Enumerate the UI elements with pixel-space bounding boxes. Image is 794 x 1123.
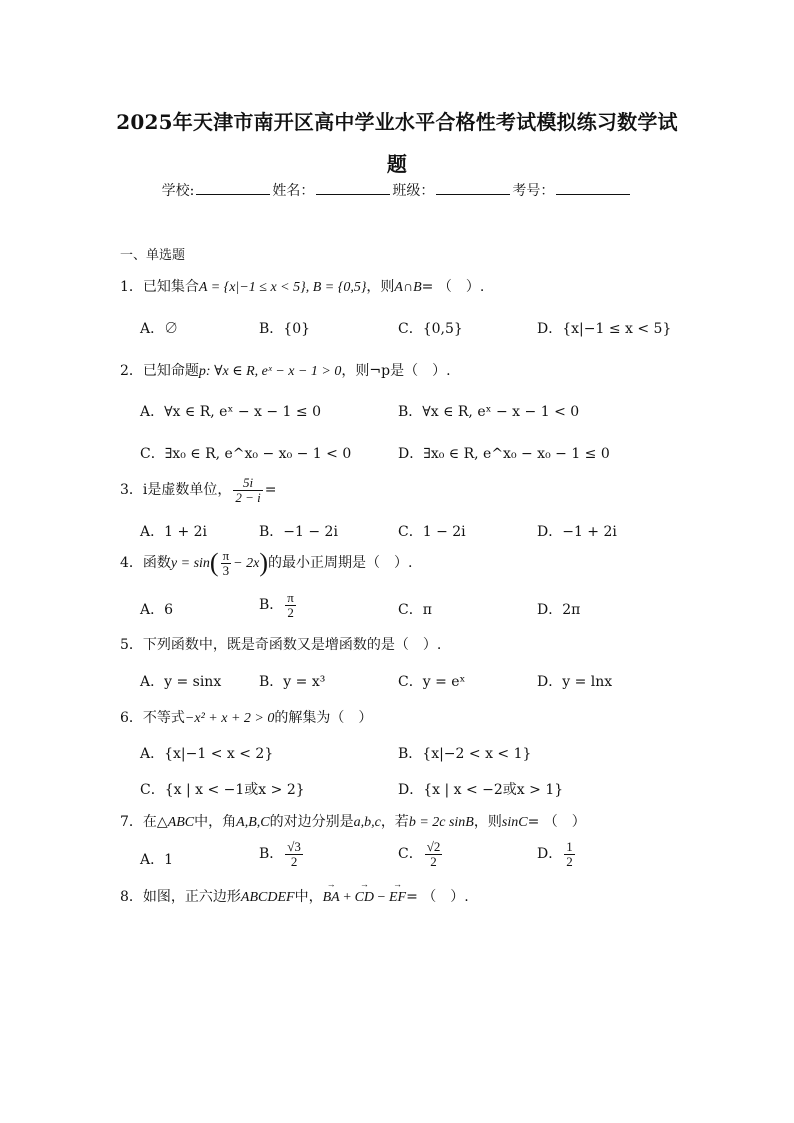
exam-title-line1: 2025年天津市南开区高中学业水平合格性考试模拟练习数学试 [116, 110, 678, 134]
exam-no-blank[interactable] [556, 182, 630, 195]
q8-text: 8．如图，正六边形 [120, 889, 241, 905]
q6-option-a[interactable]: A．{x|−1 < x < 2} [140, 746, 274, 762]
q4-option-b-denominator: 2 [287, 604, 294, 620]
q4-right-paren: ) [259, 548, 269, 578]
q7-option-a[interactable]: A．1 [140, 852, 174, 868]
q6-option-d[interactable]: D．{x | x < −2或x > 1} [398, 782, 564, 798]
q4-text: 的最小正周期是（ ）. [268, 555, 413, 572]
q7-math-triangle: △ABC [156, 815, 195, 830]
exam-no-label: 考号： [512, 183, 555, 199]
q3-number: 3． [120, 482, 143, 499]
q7-option-d-label: D． [537, 846, 563, 863]
q5-option-c[interactable]: C．y = eˣ [398, 674, 466, 690]
q7-option-b-denominator: 2 [290, 853, 298, 869]
question-5: 5．下列函数中，既是奇函数又是增函数的是（ ）. [120, 637, 442, 653]
section-heading: 一、单选题 [120, 248, 186, 263]
q1-option-a[interactable]: A．∅ [140, 321, 179, 337]
q8-vector-ba: → BA [323, 890, 340, 906]
q8-math-hexagon: ABCDEF [240, 890, 295, 905]
exam-title-line2: 题 [386, 152, 408, 176]
q4-option-b-label: B． [259, 597, 284, 614]
q7-option-c[interactable] [398, 840, 444, 868]
q7-option-b-numerator: √3 [287, 839, 301, 854]
q7-option-b-label: B． [259, 846, 284, 863]
class-blank[interactable] [436, 182, 510, 195]
q6-option-b[interactable]: B．{x|−2 < x < 1} [398, 746, 532, 762]
q1-option-c[interactable]: C．{0,5} [398, 321, 463, 337]
q3-option-c[interactable]: C．1 − 2i [398, 524, 466, 540]
school-blank[interactable] [196, 182, 270, 195]
question-6 [120, 707, 372, 727]
q3-option-d[interactable]: D．−1 + 2i [537, 524, 617, 540]
q2-option-d[interactable]: D．∃x₀ ∈ R, e^x₀ − x₀ − 1 ≤ 0 [398, 446, 610, 462]
q7-option-b-fraction [285, 840, 303, 868]
q2-option-c[interactable]: C．∃x₀ ∈ R, e^x₀ − x₀ − 1 < 0 [140, 446, 352, 462]
q4-fraction [221, 549, 232, 577]
q4-option-b-numerator: π [287, 590, 294, 605]
q7-math-condition: b = 2c sinB [408, 815, 474, 830]
q7-option-c-denominator: 2 [430, 853, 437, 869]
q1-text: ，则 [366, 279, 395, 295]
name-label: 姓名： [272, 183, 315, 199]
q7-option-c-label: C． [398, 846, 423, 863]
q6-text: 的解集为（ ） [274, 710, 373, 726]
q7-text: = （ ） [527, 814, 586, 830]
q4-option-b-fraction [285, 591, 296, 619]
q7-text: 的对边分别是 [269, 814, 354, 830]
school-label: 学校: [161, 183, 195, 199]
q7-text: 中，角 [194, 814, 237, 830]
q3-text: i是虚数单位， [142, 482, 232, 499]
q2-text: 2．已知命题 [120, 363, 199, 379]
q4-option-c[interactable]: C．π [398, 602, 432, 618]
question-7 [120, 811, 586, 831]
q1-text: = （ ）. [421, 279, 485, 295]
question-3 [120, 476, 277, 504]
q7-text: ，若 [380, 814, 409, 830]
q6-text: 6．不等式 [120, 710, 185, 726]
q3-option-b[interactable]: B．−1 − 2i [259, 524, 338, 540]
q2-option-b[interactable]: B．∀x ∈ R, eˣ − x − 1 < 0 [398, 404, 580, 420]
q7-option-c-fraction [425, 840, 443, 868]
q8-text: = （ ）. [406, 889, 469, 905]
q1-math-sets: A = {x|−1 ≤ x < 5}, B = {0,5} [198, 280, 367, 295]
name-blank[interactable] [316, 182, 390, 195]
q8-vector-cd: → CD [355, 890, 374, 906]
q5-option-d[interactable]: D．y = lnx [537, 674, 613, 690]
q8-vector-ef: → EF [389, 890, 406, 906]
q8-text: 中， [294, 889, 323, 905]
q3-fraction [233, 476, 262, 504]
q5-option-b[interactable]: B．y = x³ [259, 674, 326, 690]
q4-option-d[interactable]: D．2π [537, 602, 581, 618]
q3-fraction-numerator: 5i [233, 476, 262, 491]
q1-option-d[interactable]: D．{x|−1 ≤ x < 5} [537, 321, 672, 337]
q3-fraction-denominator: 2 − i [235, 489, 261, 505]
q7-option-d-denominator: 2 [566, 853, 573, 869]
q7-text: ，则 [473, 814, 502, 830]
q7-option-d[interactable] [537, 840, 577, 868]
q3-option-a[interactable]: A．1 + 2i [140, 524, 208, 540]
q4-option-b[interactable] [259, 591, 298, 619]
q2-option-a[interactable]: A．∀x ∈ R, eˣ − x − 1 ≤ 0 [140, 404, 321, 420]
question-2 [120, 360, 451, 380]
q1-text: 1．已知集合 [120, 279, 199, 295]
q7-option-d-fraction [564, 840, 575, 868]
q4-math-function: y = sin [170, 556, 210, 572]
q4-fraction-numerator: π [222, 548, 230, 563]
q7-math-angles: A,B,C [236, 815, 270, 830]
q4-text: 4．函数 [120, 555, 171, 572]
q7-math-sides: a,b,c [353, 815, 381, 830]
q4-option-a[interactable]: A．6 [140, 602, 174, 618]
q5-option-a[interactable]: A．y = sinx [140, 674, 222, 690]
q1-math-intersection: A∩B [394, 280, 422, 295]
q4-left-paren: ( [209, 548, 219, 578]
q2-text: ，则¬p是（ ）. [341, 363, 451, 379]
q4-math-term: − 2x [233, 556, 260, 572]
q7-math-target: sinC [501, 815, 528, 830]
q6-option-c[interactable]: C．{x | x < −1或x > 2} [140, 782, 305, 798]
student-info-line [0, 180, 794, 200]
q7-text: 7．在 [120, 814, 157, 830]
q7-option-b[interactable] [259, 840, 305, 868]
question-1 [120, 276, 484, 296]
q4-fraction-denominator: 3 [222, 562, 230, 578]
q7-option-c-numerator: √2 [426, 839, 441, 854]
q3-equals: = [264, 482, 277, 499]
question-4 [120, 549, 412, 577]
q2-math-proposition: p: ∀x ∈ R, eˣ − x − 1 > 0 [198, 364, 342, 379]
q6-math-inequality: −x² + x + 2 > 0 [184, 711, 275, 726]
q1-option-b[interactable]: B．{0} [259, 321, 311, 337]
question-8: 8．如图，正六边形ABCDEF中，→ BA + → CD − → EF= （ ）. [120, 886, 469, 906]
q7-option-d-numerator: 1 [566, 839, 573, 854]
class-label: 班级： [392, 183, 435, 199]
